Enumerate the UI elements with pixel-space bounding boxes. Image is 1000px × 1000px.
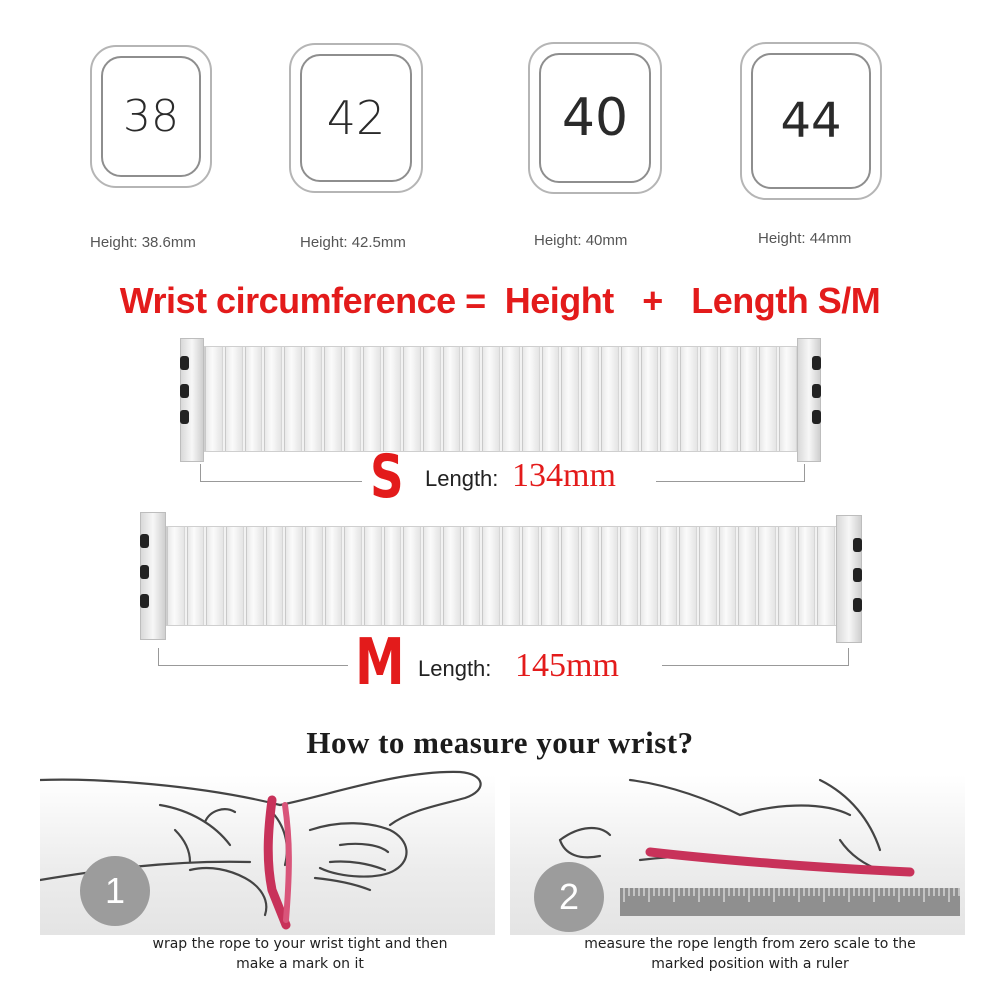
band-pin [140,534,149,548]
band-link [206,527,224,625]
band-link [738,527,756,625]
band-body [204,346,800,452]
band-link [798,527,816,625]
watch-face-44 [740,42,882,200]
band-link [660,347,678,451]
band-link [443,347,461,451]
watch-size-label: 40 [561,88,629,148]
band-body [166,526,838,626]
band-link [423,527,441,625]
step-2-caption [525,934,975,974]
step-2-caption-line-2: marked position with a ruler [651,956,849,972]
band-link [719,527,737,625]
band-link [344,527,362,625]
band-pin [853,568,862,582]
formula-part-2: Height [504,280,614,321]
watch-size-label: 42 [326,91,386,145]
band-pin [180,384,189,398]
formula-part-1: Wrist circumference = [119,280,486,321]
band-link [284,347,302,451]
band-link [700,347,718,451]
band-link [245,347,263,451]
watch-height-label: Height: 40mm [534,232,628,249]
wrist-formula [0,280,1000,322]
band-pin [180,410,189,424]
measure-tick [200,464,201,482]
band-link [699,527,717,625]
band-pin [140,594,149,608]
step-2-caption-line-1: measure the rope length from zero scale to the [584,936,916,952]
band-link [541,527,559,625]
band-link [285,527,303,625]
band-link [266,527,284,625]
band-pin [812,356,821,370]
band-link [621,347,639,451]
band-link [522,527,540,625]
measure-line [158,665,348,666]
band-link [264,347,282,451]
band-link [542,347,560,451]
step-1-caption-line-1: wrap the rope to your wrist tight and then [152,936,448,952]
band-link [383,347,401,451]
band-link [502,527,520,625]
band-link [443,527,461,625]
band-link [522,347,540,451]
band-pin [812,384,821,398]
band-link [778,527,796,625]
size-letter-s: S [370,442,404,512]
band-link [364,527,382,625]
band-link [304,347,322,451]
length-value: 134mm [512,457,616,494]
size-letter-m: M [355,626,405,700]
step-2-badge: 2 [534,862,604,932]
watch-size-label: 38 [123,91,179,142]
band-link [601,347,619,451]
band-link [641,347,659,451]
band-link [482,527,500,625]
band-link [581,347,599,451]
watch-face-40 [528,42,662,194]
step-1-caption [95,934,505,974]
formula-plus: + [642,280,663,321]
band-link [759,347,777,451]
band-link [167,527,185,625]
measure-tick [158,648,159,666]
watch-face-38 [90,45,212,188]
band-link [225,347,243,451]
measure-tick [804,464,805,482]
step-1-caption-line-2: make a mark on it [236,956,364,972]
band-link [740,347,758,451]
band-link [502,347,520,451]
watch-face-42 [289,43,423,193]
band-link [581,527,599,625]
watch-height-label: Height: 38.6mm [90,234,196,251]
measure-tick [848,648,849,666]
band-pin [812,410,821,424]
band-link [620,527,638,625]
band-link [226,527,244,625]
band-link [482,347,500,451]
band-link [779,347,797,451]
band-link [601,527,619,625]
band-link [720,347,738,451]
band-link [324,347,342,451]
band-link [187,527,205,625]
step-1-badge: 1 [80,856,150,926]
band-link [561,527,579,625]
band-pin [140,565,149,579]
band-link [363,347,381,451]
band-link [423,347,441,451]
band-link [403,347,421,451]
band-link [403,527,421,625]
band-link [660,527,678,625]
band-link [246,527,264,625]
band-link [325,527,343,625]
band-link [462,347,480,451]
band-link [680,347,698,451]
watch-height-label: Height: 44mm [758,230,852,247]
watch-size-label: 44 [780,93,842,149]
band-link [640,527,658,625]
length-label: Length: [418,656,492,681]
watch-height-label: Height: 42.5mm [300,234,406,251]
band-pin [180,356,189,370]
band-link [561,347,579,451]
band-pin [853,598,862,612]
length-label: Length: [425,466,499,491]
band-link [463,527,481,625]
band-pin [853,538,862,552]
band-link [384,527,402,625]
band-link [758,527,776,625]
band-link [817,527,835,625]
band-link [205,347,223,451]
measure-line [656,481,805,482]
band-link [305,527,323,625]
measure-line [200,481,362,482]
band-link [344,347,362,451]
guide-title: How to measure your wrist? [306,725,694,760]
formula-part-3: Length S/M [691,280,881,321]
measure-line [662,665,848,666]
band-link [679,527,697,625]
length-value: 145mm [515,647,619,684]
